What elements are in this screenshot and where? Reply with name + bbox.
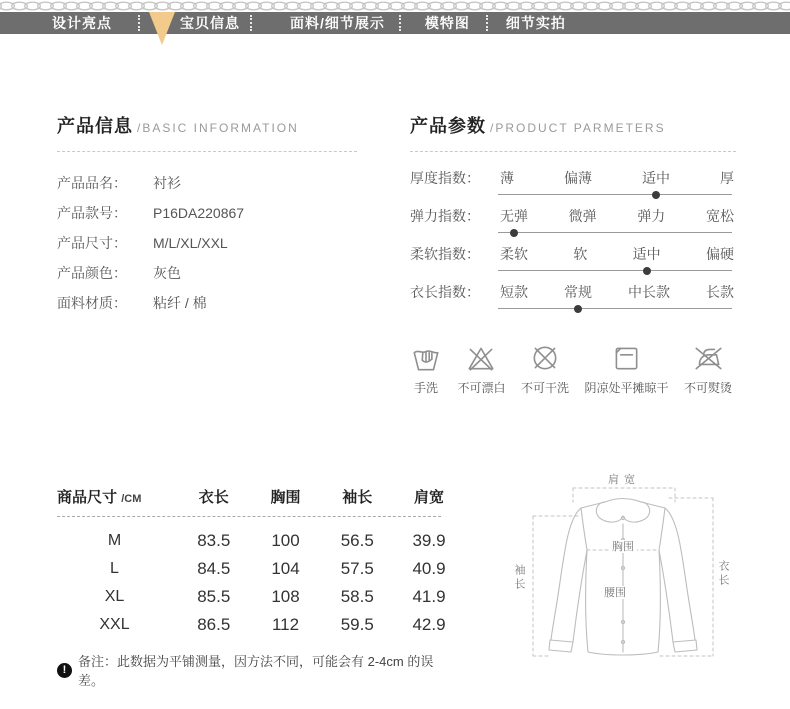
garment-length-label: 衣长 bbox=[717, 560, 729, 588]
basic-info-fields bbox=[57, 168, 387, 318]
active-tab-triangle-marker-icon bbox=[149, 12, 175, 45]
basic-info-section bbox=[57, 112, 387, 318]
col-garment-length: 衣长 bbox=[198, 489, 229, 506]
nav-separator bbox=[138, 15, 140, 31]
size-chart-unit: /CM bbox=[121, 493, 142, 505]
anchor-nav-bar bbox=[0, 12, 790, 34]
length-index-row: 衣长指数： 短款 常规 中长款 长款 bbox=[410, 282, 736, 320]
size-chart-title: 商品尺寸 /CM bbox=[57, 489, 142, 506]
hand-wash-icon bbox=[410, 342, 442, 374]
field-material: 面料材质： 粘纤 / 棉 bbox=[57, 295, 207, 311]
nav-tab-label: 宝贝信息 bbox=[180, 15, 240, 31]
no-dry-clean-icon bbox=[529, 342, 561, 374]
scale-line bbox=[498, 194, 732, 195]
col-sleeve-length: 袖长 bbox=[342, 489, 373, 506]
table-row: XL 85.5 108 58.5 41.9 bbox=[104, 587, 446, 606]
scale-line bbox=[498, 232, 732, 233]
basic-info-header bbox=[57, 112, 387, 138]
nav-tab-detail-shots[interactable]: 细节实拍 bbox=[505, 15, 566, 31]
scale-line bbox=[498, 308, 732, 309]
shirt-measurement-diagram bbox=[497, 472, 749, 668]
length-scale: 短款 常规 中长款 长款 bbox=[498, 282, 736, 320]
field-style-number: 产品款号： P16DA220867 bbox=[57, 205, 245, 221]
nav-tab-model-photos[interactable]: 模特图 bbox=[424, 15, 470, 31]
nav-separator bbox=[399, 15, 401, 31]
waist-label: 腰围 bbox=[604, 587, 626, 599]
care-no-bleach: 不可漂白 bbox=[457, 342, 505, 396]
table-row: XXL 86.5 112 59.5 42.9 bbox=[99, 615, 446, 634]
nav-tab-product-info[interactable] bbox=[180, 13, 240, 33]
care-dry-flat-in-shade: 阴凉处平摊晾干 bbox=[584, 342, 668, 396]
scale-dot-icon bbox=[574, 305, 582, 313]
field-color: 产品颜色： 灰色 bbox=[57, 265, 181, 281]
divider bbox=[57, 151, 357, 152]
measurement-note bbox=[57, 651, 459, 689]
parameters-section bbox=[410, 112, 736, 396]
nav-separator bbox=[250, 15, 252, 31]
care-hand-wash: 手洗 bbox=[410, 342, 442, 396]
divider bbox=[57, 516, 441, 517]
note-text: 备注：此数据为平铺测量，因方法不同，可能会有 2-4cm 的误差。 bbox=[77, 654, 434, 688]
parameters-header bbox=[410, 112, 736, 138]
divider bbox=[410, 151, 736, 152]
field-product-name: 产品品名： 衬衫 bbox=[57, 175, 181, 191]
table-row: M 83.5 100 56.5 39.9 bbox=[107, 531, 446, 550]
elasticity-index-row: 弹力指数： 无弹 微弹 弹力 宽松 bbox=[410, 206, 736, 244]
dry-flat-in-shade-icon bbox=[610, 342, 642, 374]
nav-tab-design-highlights[interactable]: 设计亮点 bbox=[52, 15, 112, 31]
exclamation-icon: ! bbox=[57, 663, 72, 678]
shoulder-width-label: 肩宽 bbox=[608, 474, 640, 486]
parameters-title: 产品参数 bbox=[410, 116, 486, 136]
no-bleach-icon bbox=[465, 342, 497, 374]
chain-border-decoration bbox=[0, 0, 790, 12]
softness-index-row: 柔软指数： 柔软 软 适中 偏硬 bbox=[410, 244, 736, 282]
softness-scale: 柔软 软 适中 偏硬 bbox=[498, 244, 736, 282]
parameters-title-en: /PRODUCT PARMETERS bbox=[490, 121, 666, 135]
sleeve-length-label: 袖长 bbox=[513, 564, 525, 592]
col-shoulder-width: 肩宽 bbox=[413, 489, 444, 506]
basic-info-title-en: /BASIC INFORMATION bbox=[137, 121, 299, 135]
col-chest: 胸围 bbox=[270, 489, 301, 506]
care-no-iron: 不可熨烫 bbox=[684, 342, 732, 396]
no-iron-icon bbox=[692, 342, 724, 374]
care-no-dry-clean: 不可干洗 bbox=[521, 342, 569, 396]
care-instructions bbox=[410, 342, 732, 396]
scale-dot-icon bbox=[510, 229, 518, 237]
thickness-index-row: 厚度指数： 薄 偏薄 适中 厚 bbox=[410, 168, 736, 206]
nav-separator bbox=[486, 15, 488, 31]
thickness-scale: 薄 偏薄 适中 厚 bbox=[498, 168, 736, 206]
basic-info-title: 产品信息 bbox=[57, 116, 133, 136]
index-scales bbox=[410, 168, 736, 320]
scale-line bbox=[498, 270, 732, 271]
chest-label: 胸围 bbox=[612, 541, 634, 553]
scale-dot-icon bbox=[643, 267, 651, 275]
field-sizes: 产品尺寸： M/L/XL/XXL bbox=[57, 235, 228, 251]
size-chart-body bbox=[57, 527, 459, 639]
size-chart-section bbox=[57, 486, 459, 689]
table-row: L 84.5 104 57.5 40.9 bbox=[110, 559, 446, 578]
elasticity-scale: 无弹 微弹 弹力 宽松 bbox=[498, 206, 736, 244]
nav-tab-fabric-details[interactable]: 面料/细节展示 bbox=[290, 15, 385, 31]
size-chart-header bbox=[57, 486, 459, 510]
scale-dot-icon bbox=[652, 191, 660, 199]
